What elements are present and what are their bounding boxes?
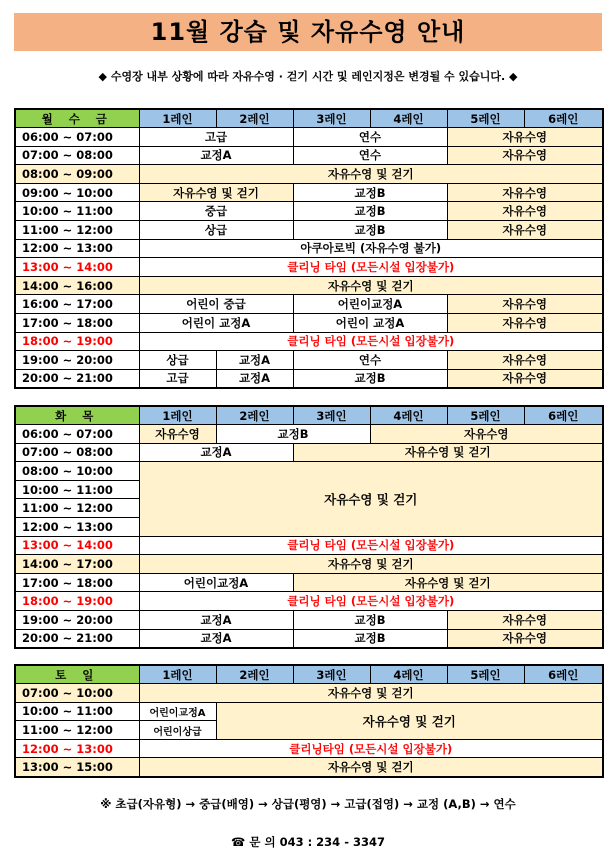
lane-header: 2레인 xyxy=(216,406,293,425)
lane-header: 2레인 xyxy=(216,109,293,128)
free-walk-cell: 자유수영 및 걷기 xyxy=(139,462,603,536)
time-cell: 13:00 ~ 14:00 xyxy=(15,536,139,555)
time-cell: 11:00 ~ 12:00 xyxy=(15,499,139,518)
table-row xyxy=(15,165,603,184)
free-swim-cell: 자유수영 xyxy=(447,295,603,314)
free-walk-cell: 자유수영 및 걷기 xyxy=(139,165,603,184)
free-swim-cell: 자유수영 xyxy=(447,202,603,221)
class-cell: 고급 xyxy=(139,128,293,147)
class-cell: 고급 xyxy=(139,369,216,388)
class-cell: 어린이상급 xyxy=(139,721,216,740)
class-cell: 교정A xyxy=(139,146,293,165)
class-cell: 상급 xyxy=(139,351,216,370)
table-row xyxy=(15,629,603,648)
free-walk-cell: 자유수영 및 걷기 xyxy=(139,758,603,777)
table-row xyxy=(15,443,603,462)
aqua-cell: 아쿠아로빅 (자유수영 불가) xyxy=(139,239,603,258)
class-cell: 교정A xyxy=(139,443,293,462)
lane-header: 5레인 xyxy=(447,406,524,425)
lane-header: 2레인 xyxy=(216,665,293,684)
free-swim-cell: 자유수영 xyxy=(447,128,603,147)
time-cell: 07:00 ~ 08:00 xyxy=(15,146,139,165)
time-cell: 09:00 ~ 10:00 xyxy=(15,183,139,202)
time-cell: 17:00 ~ 18:00 xyxy=(15,573,139,592)
time-cell: 10:00 ~ 11:00 xyxy=(15,480,139,499)
table-row xyxy=(15,702,603,721)
cleaning-cell: 클리닝 타임 (모든시설 입장불가) xyxy=(139,332,603,351)
table-row xyxy=(15,573,603,592)
class-cell: 교정B xyxy=(293,611,447,630)
header-row xyxy=(15,665,603,684)
schedule-table-sat-sun xyxy=(14,664,604,778)
time-cell: 14:00 ~ 16:00 xyxy=(15,276,139,295)
table-row xyxy=(15,276,603,295)
time-cell: 18:00 ~ 19:00 xyxy=(15,592,139,611)
class-cell: 어린이 교정A xyxy=(139,314,293,333)
lane-header: 1레인 xyxy=(139,406,216,425)
class-cell: 교정A xyxy=(216,351,293,370)
cleaning-cell: 클리닝 타임 (모든시설 입장불가) xyxy=(139,592,603,611)
table-row xyxy=(15,611,603,630)
time-cell: 19:00 ~ 20:00 xyxy=(15,351,139,370)
table-row xyxy=(15,351,603,370)
table-row xyxy=(15,536,603,555)
table-row xyxy=(15,758,603,777)
class-cell: 교정B xyxy=(293,202,447,221)
class-cell: 어린이교정A xyxy=(139,573,293,592)
header-row xyxy=(15,109,603,128)
cleaning-cell: 클리닝타임 (모든시설 입장불가) xyxy=(139,739,603,758)
class-cell: 어린이 중급 xyxy=(139,295,293,314)
class-cell: 교정A xyxy=(216,369,293,388)
time-cell: 20:00 ~ 21:00 xyxy=(15,629,139,648)
table-row xyxy=(15,314,603,333)
free-walk-cell: 자유수영 및 걷기 xyxy=(139,555,603,574)
lane-header: 5레인 xyxy=(447,665,524,684)
free-swim-cell: 자유수영 xyxy=(370,425,603,444)
table-row xyxy=(15,425,603,444)
table-row xyxy=(15,258,603,277)
free-swim-cell: 자유수영 xyxy=(447,351,603,370)
table-row xyxy=(15,684,603,703)
lane-header: 4레인 xyxy=(370,109,447,128)
notice-text: ◆ 수영장 내부 상황에 따라 자유수영 · 걷기 시간 및 레인지정은 변경될 수 있습니다. ◆ xyxy=(98,70,518,83)
schedule-table-mon-wed-fri xyxy=(14,108,604,389)
class-cell: 교정B xyxy=(293,629,447,648)
class-cell: 교정B xyxy=(293,369,447,388)
time-cell: 06:00 ~ 07:00 xyxy=(15,128,139,147)
time-cell: 11:00 ~ 12:00 xyxy=(15,221,139,240)
class-cell: 중급 xyxy=(139,202,293,221)
class-cell: 연수 xyxy=(293,128,447,147)
free-swim-cell: 자유수영 xyxy=(139,425,216,444)
table-row xyxy=(15,128,603,147)
table-row xyxy=(15,555,603,574)
class-cell: 연수 xyxy=(293,146,447,165)
free-swim-cell: 자유수영 xyxy=(447,369,603,388)
class-cell: 어린이교정A xyxy=(293,295,447,314)
day-label: 토 일 xyxy=(15,665,139,684)
table-row xyxy=(15,462,603,481)
header-row xyxy=(15,406,603,425)
time-cell: 12:00 ~ 13:00 xyxy=(15,518,139,537)
lane-header: 3레인 xyxy=(293,665,370,684)
time-cell: 14:00 ~ 17:00 xyxy=(15,555,139,574)
time-cell: 12:00 ~ 13:00 xyxy=(15,739,139,758)
class-cell: 교정B xyxy=(216,425,370,444)
table-row xyxy=(15,295,603,314)
free-walk-cell: 자유수영 및 걷기 xyxy=(139,684,603,703)
lane-header: 4레인 xyxy=(370,665,447,684)
day-label: 월 수 금 xyxy=(15,109,139,128)
class-cell: 교정B xyxy=(293,221,447,240)
class-cell: 교정A xyxy=(139,611,293,630)
time-cell: 13:00 ~ 14:00 xyxy=(15,258,139,277)
lane-header: 6레인 xyxy=(524,109,603,128)
lane-header: 6레인 xyxy=(524,406,603,425)
class-cell: 교정A xyxy=(139,629,293,648)
page-title: 11월 강습 및 자유수영 안내 xyxy=(14,13,602,51)
time-cell: 13:00 ~ 15:00 xyxy=(15,758,139,777)
table-row xyxy=(15,739,603,758)
class-cell: 어린이 교정A xyxy=(293,314,447,333)
time-cell: 18:00 ~ 19:00 xyxy=(15,332,139,351)
time-cell: 20:00 ~ 21:00 xyxy=(15,369,139,388)
cleaning-cell: 클리닝 타임 (모든시설 입장불가) xyxy=(139,258,603,277)
time-cell: 10:00 ~ 11:00 xyxy=(15,202,139,221)
class-cell: 상급 xyxy=(139,221,293,240)
lane-header: 3레인 xyxy=(293,406,370,425)
class-cell: 교정B xyxy=(293,183,447,202)
time-cell: 19:00 ~ 20:00 xyxy=(15,611,139,630)
table-row xyxy=(15,202,603,221)
time-cell: 08:00 ~ 10:00 xyxy=(15,462,139,481)
lane-header: 6레인 xyxy=(524,665,603,684)
free-swim-cell: 자유수영 xyxy=(447,611,603,630)
contact-info: ☎ 문 의 043 : 234 - 3347 xyxy=(231,835,385,849)
table-row xyxy=(15,221,603,240)
schedule-table-tue-thu xyxy=(14,405,604,649)
free-walk-cell: 자유수영 및 걷기 xyxy=(139,183,293,202)
time-cell: 08:00 ~ 09:00 xyxy=(15,165,139,184)
table-row xyxy=(15,183,603,202)
level-progression: ※ 초급(자유형) → 중급(배영) → 상급(평영) → 고급(접영) → 교정 (A,B) → 연수 xyxy=(100,797,516,811)
table-row xyxy=(15,146,603,165)
table-row xyxy=(15,592,603,611)
time-cell: 11:00 ~ 12:00 xyxy=(15,721,139,740)
lane-header: 1레인 xyxy=(139,109,216,128)
free-walk-cell: 자유수영 및 걷기 xyxy=(139,276,603,295)
time-cell: 07:00 ~ 10:00 xyxy=(15,684,139,703)
lane-header: 3레인 xyxy=(293,109,370,128)
time-cell: 16:00 ~ 17:00 xyxy=(15,295,139,314)
table-row xyxy=(15,239,603,258)
free-swim-cell: 자유수영 xyxy=(447,183,603,202)
time-cell: 12:00 ~ 13:00 xyxy=(15,239,139,258)
table-row xyxy=(15,369,603,388)
free-swim-cell: 자유수영 xyxy=(447,146,603,165)
free-walk-cell: 자유수영 및 걷기 xyxy=(293,443,603,462)
lane-header: 1레인 xyxy=(139,665,216,684)
day-label: 화 목 xyxy=(15,406,139,425)
class-cell: 어린이교정A xyxy=(139,702,216,721)
lane-header: 5레인 xyxy=(447,109,524,128)
free-walk-cell: 자유수영 및 걷기 xyxy=(216,702,603,739)
free-swim-cell: 자유수영 xyxy=(447,629,603,648)
time-cell: 06:00 ~ 07:00 xyxy=(15,425,139,444)
time-cell: 10:00 ~ 11:00 xyxy=(15,702,139,721)
table-row xyxy=(15,332,603,351)
free-swim-cell: 자유수영 xyxy=(447,221,603,240)
lane-header: 4레인 xyxy=(370,406,447,425)
time-cell: 07:00 ~ 08:00 xyxy=(15,443,139,462)
free-swim-cell: 자유수영 xyxy=(447,314,603,333)
cleaning-cell: 클리닝 타임 (모든시설 입장불가) xyxy=(139,536,603,555)
class-cell: 연수 xyxy=(293,351,447,370)
free-walk-cell: 자유수영 및 걷기 xyxy=(293,573,603,592)
time-cell: 17:00 ~ 18:00 xyxy=(15,314,139,333)
